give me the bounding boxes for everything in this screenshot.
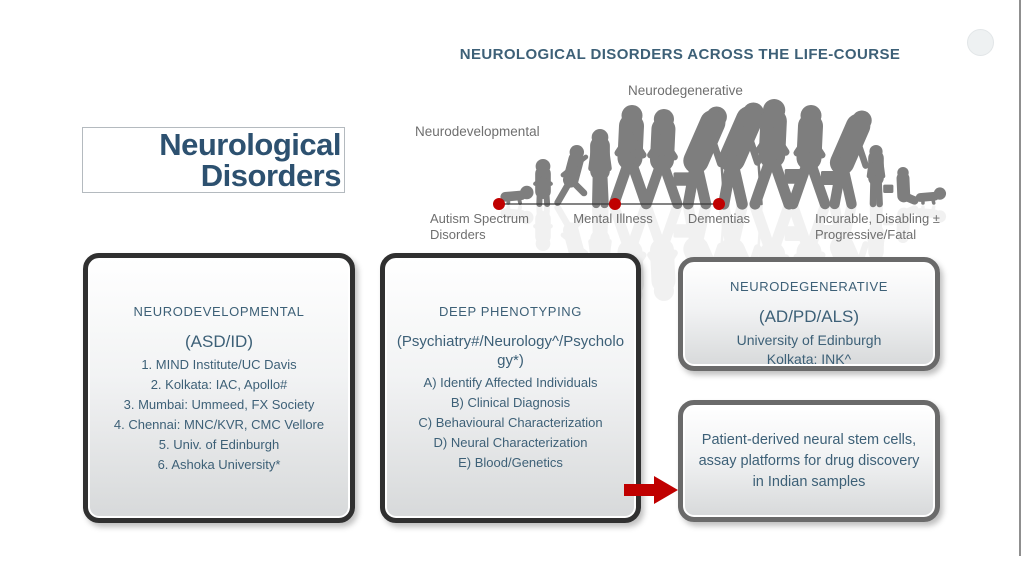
silhouette-elderly-man-with-cane: [724, 102, 764, 204]
slide-header: NEUROLOGICAL DISORDERS ACROSS THE LIFE-COURSE: [459, 46, 901, 63]
silhouette-young-woman-walking: [614, 105, 646, 204]
title-box: [82, 127, 345, 193]
box-item-list: [110, 355, 328, 475]
list-item: University of Edinburgh: [736, 332, 882, 348]
silhouette-woman-with-briefcase: [647, 109, 690, 204]
silhouette-crawling-baby-right: [920, 187, 946, 203]
timeline-dot: [713, 198, 725, 210]
list-item: E) Blood/Genetics: [458, 455, 563, 470]
timeline-dot: [609, 198, 621, 210]
list-item: Kolkata: INK^: [766, 351, 852, 367]
silhouette-crawling-baby: [505, 186, 533, 203]
silhouette-adult-with-bag: [793, 105, 838, 204]
red-arrow-icon: [618, 472, 684, 508]
page-title-line-1: Neurological: [159, 127, 341, 162]
box-neurodevelopmental: [83, 253, 355, 523]
right-edge-divider: [1019, 0, 1021, 556]
list-item: B) Clinical Diagnosis: [450, 395, 571, 410]
box-neurodegenerative: [678, 257, 940, 371]
silhouette-kneeling-child: [897, 167, 914, 200]
silhouette-procession: [505, 99, 946, 204]
corner-circle: [967, 29, 994, 56]
list-item: C) Behavioural Characterization: [418, 415, 603, 430]
silhouette-elderly-woman-with-cane: [688, 106, 727, 204]
list-item: A) Identify Affected Individuals: [423, 375, 598, 390]
timeline-label-incurable: Incurable, Disabling ± Progressive/Fatal: [815, 211, 940, 242]
box-patient-derived: [678, 400, 940, 522]
box-subtitle: (Psychiatry#/Neurology^/Psychology*): [396, 333, 625, 369]
label-neurodevelopmental: Neurodevelopmental: [415, 124, 540, 139]
box-title: NEURODEVELOPMENTAL: [133, 304, 305, 319]
list-item: 1. MIND Institute/UC Davis: [141, 357, 297, 372]
list-item: 6. Ashoka University*: [157, 457, 281, 472]
timeline-label-mental-illness: Mental Illness: [573, 211, 653, 226]
timeline-dot: [493, 198, 505, 210]
timeline: [493, 198, 725, 210]
box-title: DEEP PHENOTYPING: [438, 304, 582, 319]
page-title-line-2: Disorders: [200, 158, 341, 193]
box-subtitle: (AD/PD/ALS): [758, 307, 860, 326]
box-subtitle: (ASD/ID): [185, 332, 253, 351]
box-item-list: [395, 373, 627, 473]
silhouette-boy-with-backpack: [869, 145, 894, 204]
list-item: 3. Mumbai: Ummeed, FX Society: [123, 397, 315, 412]
silhouette-slouched-man: [835, 111, 872, 204]
silhouette-man-with-briefcase: [755, 99, 803, 204]
list-item: 4. Chennai: MNC/KVR, CMC Vellore: [113, 417, 325, 432]
box-deep-phenotyping: [380, 253, 641, 523]
silhouette-teen: [591, 129, 609, 204]
list-item: 5. Univ. of Edinburgh: [158, 437, 280, 452]
silhouette-running-child: [558, 145, 586, 203]
box-title: NEURODEGENERATIVE: [729, 279, 889, 294]
label-neurodegenerative: Neurodegenerative: [628, 83, 743, 98]
red-arrow-shape: [624, 476, 678, 504]
timeline-label-autism: Autism Spectrum Disorders: [430, 211, 529, 242]
list-item: 2. Kolkata: IAC, Apollo#: [150, 377, 288, 392]
list-item: D) Neural Characterization: [433, 435, 588, 450]
silhouette-toddler: [535, 159, 551, 204]
box-text: Patient-derived neural stem cells, assay platforms for drug discovery in Indian samples: [698, 431, 920, 490]
timeline-label-dementias: Dementias: [687, 211, 751, 226]
